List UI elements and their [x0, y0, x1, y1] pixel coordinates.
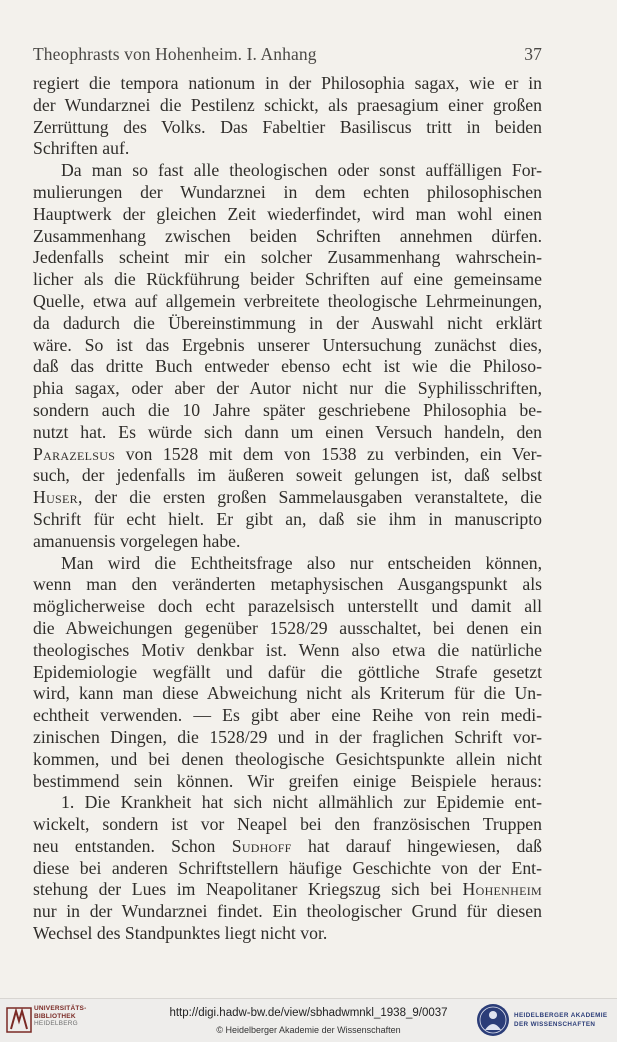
- text-line: [33, 705, 542, 727]
- text-line: [33, 378, 542, 400]
- text-line: [33, 923, 542, 945]
- text-line: [33, 771, 542, 793]
- text-line: [33, 226, 542, 248]
- academy-line-2: DER WISSENSCHAFTEN: [514, 1020, 596, 1028]
- text-segment: Quelle, etwa auf allgemein verbreitete theologische Lehrmeinungen,: [33, 290, 542, 311]
- text-segment: nur in der Wundarznei findet. Ein theologischer Grund für diesen: [33, 901, 542, 922]
- author-name: Parazelsus: [33, 443, 116, 464]
- text-segment: regiert die tempora nationum in der Philosophia sagax, wie er in: [33, 73, 542, 93]
- academy-line-1: HEIDELBERGER AKADEMIE: [514, 1012, 608, 1019]
- text-line: [33, 727, 542, 749]
- text-segment: die Abweichungen gegenüber 1528/29 ausschaltet, bei denen ein: [33, 617, 542, 638]
- text-segment: such, der jedenfalls im äußeren soweit gelungen ist, daß selbst: [33, 465, 542, 486]
- text-line: [33, 95, 542, 117]
- text-segment: Man wird die Echtheitsfrage also nur entscheiden können,: [61, 552, 542, 573]
- text-line: [33, 596, 542, 618]
- running-header: [33, 44, 542, 68]
- text-segment: licher als die Rückführung beider Schriften auf eine gemeinsame: [33, 269, 542, 290]
- permalink-url[interactable]: http://digi.hadw-bw.de/view/sbhadwmnkl_1938_9/0037: [169, 1007, 448, 1019]
- text-segment: kommen, und bei denen theologische Gesichtspunkte allein nicht: [33, 748, 542, 769]
- text-line: [33, 400, 542, 422]
- page-number: 37: [524, 44, 542, 64]
- ub-line-3: HEIDELBERG: [34, 1020, 78, 1027]
- text-segment: stehung der Lues im Neapolitaner Kriegszug sich bei: [33, 879, 463, 900]
- text-line: [33, 858, 542, 880]
- text-segment: bestimmend sein können. Wir greifen einige Beispiele heraus:: [33, 770, 542, 791]
- text-line: [33, 313, 542, 335]
- text-segment: Jedenfalls scheint mir ein solcher Zusammenhang wahrschein-: [33, 247, 542, 268]
- text-segment: echtheit verwenden. — Es gibt aber eine Reihe von rein medi-: [33, 705, 542, 726]
- text-line: [33, 683, 542, 705]
- text-line: [33, 465, 542, 487]
- text-segment: da dadurch die Übereinstimmung in der Auswahl nicht erklärt: [33, 312, 542, 333]
- text-segment: phia sagax, oder aber der Autor nicht nur die Syphilisschriften,: [33, 378, 542, 399]
- text-segment: nutzt hat. Es würde sich dann um einen Versuch handeln, den: [33, 421, 542, 442]
- text-line: [33, 531, 542, 553]
- viewer-footer: [0, 998, 617, 1042]
- text-segment: Da man so fast alle theologischen oder sonst auffälligen For-: [61, 160, 542, 181]
- text-segment: diese bei anderen Schriftstellern häufige Geschichte von der Ent-: [33, 857, 542, 878]
- academy-seal-icon: [476, 1002, 510, 1038]
- author-name: Sudhoff: [231, 835, 292, 856]
- text-line: [33, 836, 542, 858]
- ub-line-2: BIBLIOTHEK: [34, 1012, 76, 1020]
- text-line: [33, 618, 542, 640]
- text-line: [33, 117, 542, 139]
- text-segment: 1. Die Krankheit hat sich nicht allmählich zur Epidemie ent-: [61, 792, 542, 813]
- text-segment: Hauptwerk der gleichen Zeit wiederfindet, wird man wohl einen: [33, 203, 542, 224]
- text-segment: Zerrüttung des Volks. Das Fabeltier Basiliscus tritt in beiden: [33, 116, 542, 137]
- ub-line-1: UNIVERSITÄTS-: [34, 1005, 87, 1012]
- text-segment: hat darauf hingewiesen, daß: [291, 835, 542, 856]
- text-line: [33, 160, 542, 182]
- text-segment: der Wundarznei die Pestilenz schickt, als praesagium einer großen: [33, 94, 542, 115]
- text-segment: von 1528 mit dem von 1538 zu verbinden, ein Ver-: [115, 443, 542, 464]
- text-line: [33, 574, 542, 596]
- body-text: [33, 73, 542, 945]
- text-line: [33, 879, 542, 901]
- text-line: [33, 291, 542, 313]
- text-line: [33, 640, 542, 662]
- text-segment: Schrift für echt hielt. Er gibt an, daß sie ihm in manuscripto: [33, 508, 542, 529]
- text-line: [33, 204, 542, 226]
- text-segment: Zusammenhang zwischen beiden Schriften annehmen dürfen.: [33, 225, 542, 246]
- text-line: [33, 335, 542, 357]
- text-line: [33, 662, 542, 684]
- text-segment: möglicherweise doch echt parazelsisch unterstellt und damit all: [33, 596, 542, 617]
- author-name: Huser: [33, 487, 78, 508]
- text-line: [33, 553, 542, 575]
- text-line: [33, 749, 542, 771]
- text-segment: daß das dritte Buch entweder ebenso echt ist wie die Philoso-: [33, 356, 542, 377]
- running-title: Theophrasts von Hohenheim. I. Anhang: [33, 44, 317, 64]
- text-segment: Schriften auf.: [33, 138, 130, 159]
- text-line: [33, 182, 542, 204]
- text-segment: wenn man den veränderten metaphysischen Ausgangspunkt als: [33, 574, 542, 595]
- author-name: Hohenheim: [462, 879, 542, 900]
- text-segment: wickelt, sondern ist vor Neapel bei den französischen Truppen: [33, 814, 542, 835]
- text-segment: wäre. So ist das Ergebnis unserer Untersuchung zunächst dies,: [33, 334, 542, 355]
- text-segment: theologisches Motiv denkbar ist. Wenn also etwa die natürliche: [33, 639, 542, 660]
- text-line: [33, 792, 542, 814]
- text-line: [33, 356, 542, 378]
- text-line: [33, 422, 542, 444]
- text-segment: neu entstanden. Schon: [33, 835, 232, 856]
- text-line: [33, 73, 542, 95]
- text-line: [33, 444, 542, 466]
- text-segment: amanuensis vorgelegen habe.: [33, 530, 241, 551]
- text-line: [33, 814, 542, 836]
- text-line: [33, 269, 542, 291]
- text-segment: Epidemiologie wegfällt und dafür die göttliche Strafe gesetzt: [33, 661, 542, 682]
- text-segment: Wechsel des Standpunktes liegt nicht vor.: [33, 923, 328, 944]
- text-line: [33, 247, 542, 269]
- copyright-notice: © Heidelberger Akademie der Wissenschaften: [216, 1025, 401, 1035]
- text-line: [33, 509, 542, 531]
- text-line: [33, 487, 542, 509]
- academy-label: [514, 1012, 608, 1029]
- text-line: [33, 901, 542, 923]
- text-line: [33, 138, 542, 160]
- text-segment: , der die ersten großen Sammelausgaben veranstaltete, die: [77, 487, 542, 508]
- text-segment: mulierungen der Wundarznei in dem echten philosophischen: [33, 181, 542, 202]
- text-segment: sondern auch die 10 Jahre später geschriebene Philosophia be-: [33, 399, 542, 420]
- text-segment: zinischen Dingen, die 1528/29 und in der fraglichen Schrift vor-: [33, 726, 542, 747]
- text-segment: wird, kann man diese Abweichung nicht als Kriterum für die Un-: [33, 683, 542, 704]
